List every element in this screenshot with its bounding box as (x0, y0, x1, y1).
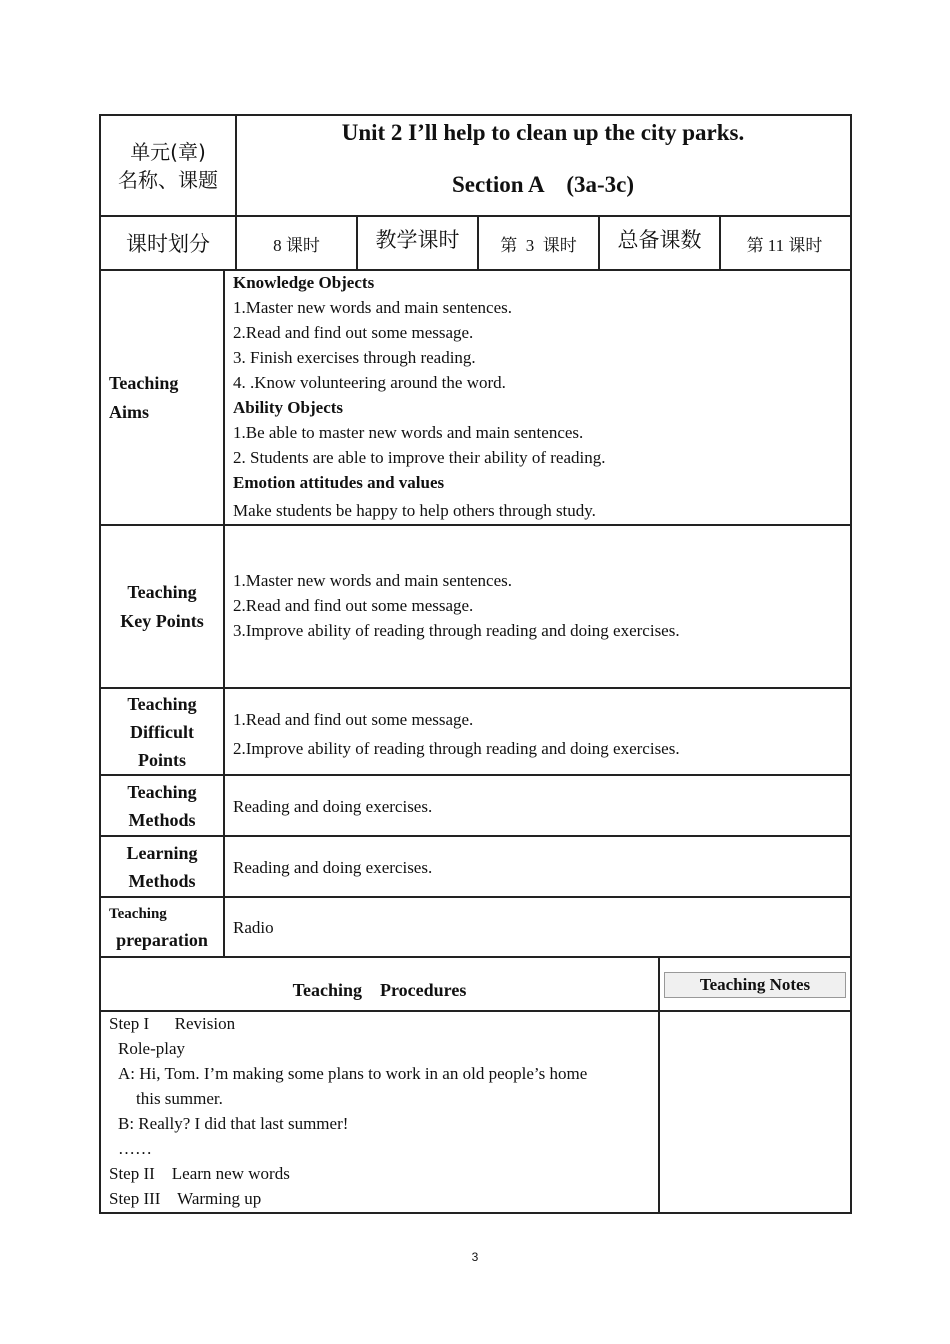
difficult-points-content (233, 705, 843, 763)
preparation-text: Radio (233, 918, 274, 937)
procedure-line: this summer. (136, 1089, 223, 1108)
unit-label-line2: 名称、课题 (118, 167, 218, 192)
list-item: 2.Improve ability of reading through reading and doing exercises. (233, 739, 680, 758)
lesson-title: Unit 2 I’ll help to clean up the city parks. (341, 120, 745, 145)
list-item: 2. Students are able to improve their ability of reading. (233, 448, 606, 467)
learning-methods-label: Learning Methods (126, 842, 198, 891)
total-lessons-value: 第 11 课时 (746, 235, 823, 255)
teaching-methods-label: Teaching Methods (127, 781, 197, 830)
period-division-value: 8 课时 (273, 235, 320, 255)
key-points-content (233, 568, 843, 643)
emotion-heading: Emotion attitudes and values (233, 473, 445, 492)
teaching-period-label: 教学课时 (375, 228, 460, 252)
teaching-period-value: 第 3 课时 (500, 235, 577, 255)
teaching-aims-content (233, 270, 843, 523)
list-item: 4. .Know volunteering around the word. (233, 373, 506, 392)
key-points-label: Teaching Key Points (120, 581, 204, 631)
procedure-line: …… (118, 1139, 152, 1158)
unit-name-label (101, 116, 235, 215)
procedures-header: Teaching Procedures (292, 979, 467, 1000)
procedure-line: A: Hi, Tom. I’m making some plans to work in an old people’s home (118, 1064, 588, 1083)
list-item: 2.Read and find out some message. (233, 596, 474, 615)
procedures-content (109, 1011, 654, 1211)
learning-methods-text: Reading and doing exercises. (233, 858, 433, 877)
knowledge-objects-heading: Knowledge Objects (233, 273, 375, 292)
list-item: 1.Be able to master new words and main sentences. (233, 423, 584, 442)
total-lessons-label: 总备课数 (617, 228, 702, 252)
procedure-line: B: Really? I did that last summer! (118, 1114, 349, 1133)
list-item: 1.Master new words and main sentences. (233, 298, 513, 317)
list-item: 3. Finish exercises through reading. (233, 348, 476, 367)
list-item: 2.Read and find out some message. (233, 323, 474, 342)
teaching-aims-label: Teaching Aims (109, 372, 179, 422)
col-divider (223, 269, 225, 957)
ability-objects-heading: Ability Objects (233, 398, 344, 417)
procedure-line: Step III Warming up (109, 1189, 262, 1208)
teaching-preparation-label: Teaching preparation (109, 906, 208, 950)
teaching-notes-header: Teaching Notes (664, 972, 846, 998)
procedure-line: Step II Learn new words (109, 1164, 290, 1183)
procedure-line: Role-play (118, 1039, 186, 1058)
lesson-section: Section A (3a-3c) (451, 172, 635, 197)
difficult-points-label: Teaching Difficult Points (127, 693, 197, 770)
unit-label-line1: 单元(章) (130, 139, 206, 164)
list-item: 3.Improve ability of reading through reading and doing exercises. (233, 621, 680, 640)
teaching-methods-text: Reading and doing exercises. (233, 797, 433, 816)
list-item: 1.Read and find out some message. (233, 710, 474, 729)
list-item: 1.Master new words and main sentences. (233, 571, 513, 590)
col-divider (658, 956, 660, 1212)
procedure-line: Step I Revision (109, 1014, 236, 1033)
emotion-text: Make students be happy to help others through study. (233, 501, 596, 520)
row-divider (99, 956, 850, 958)
period-division-label: 课时划分 (126, 232, 210, 256)
page-number: 3 (471, 1250, 479, 1264)
